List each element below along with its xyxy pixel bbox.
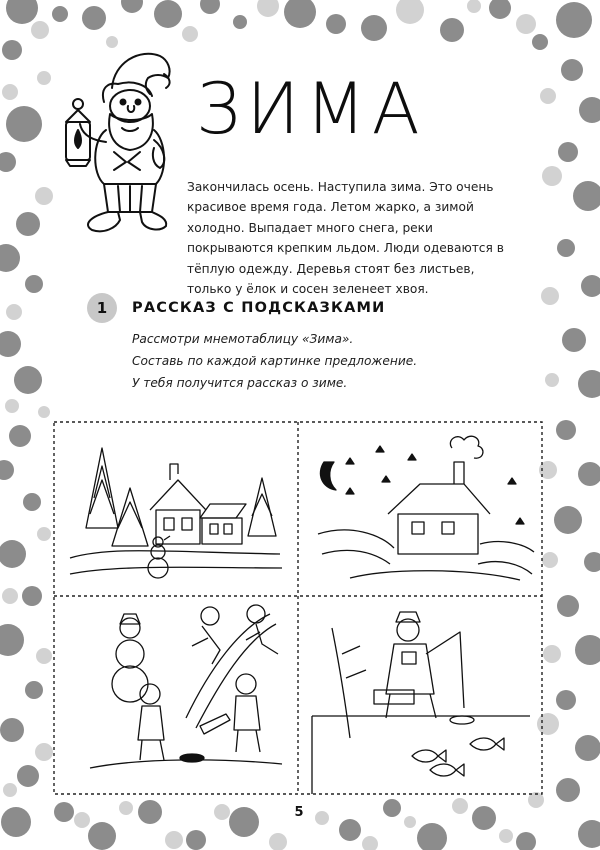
page-number: 5 [294, 805, 304, 820]
instruction-line: Рассмотри мнемотаблицу «Зима». [132, 332, 354, 346]
instruction-line: У тебя получится рассказ о зиме. [132, 376, 348, 390]
panel-winter-village [70, 448, 282, 578]
section-title: РАССКАЗ С ПОДСКАЗКАМИ [132, 300, 386, 316]
panel-ice-fishing [312, 612, 530, 794]
page-title: ЗИМА [196, 68, 426, 150]
section-instructions [132, 328, 417, 394]
panel-night-house [318, 436, 534, 580]
section-number-badge: 1 [87, 293, 117, 323]
intro-paragraph: Закончилась осень. Наступила зима. Это очень красивое время года. Летом жарко, а зимой холодно. Выпадает много снега, реки покрываются крепким льдом. Люди одеваются в тёплую одежду. Деревья стоят без листьев, только у ёлок и сосен зеленеет хвоя. [187, 180, 504, 297]
instruction-line: Составь по каждой картинке предложение. [132, 354, 418, 368]
panel-children-playing [90, 605, 282, 768]
mnemonic-table [50, 418, 546, 798]
gnome-with-lantern-illustration [52, 44, 177, 239]
